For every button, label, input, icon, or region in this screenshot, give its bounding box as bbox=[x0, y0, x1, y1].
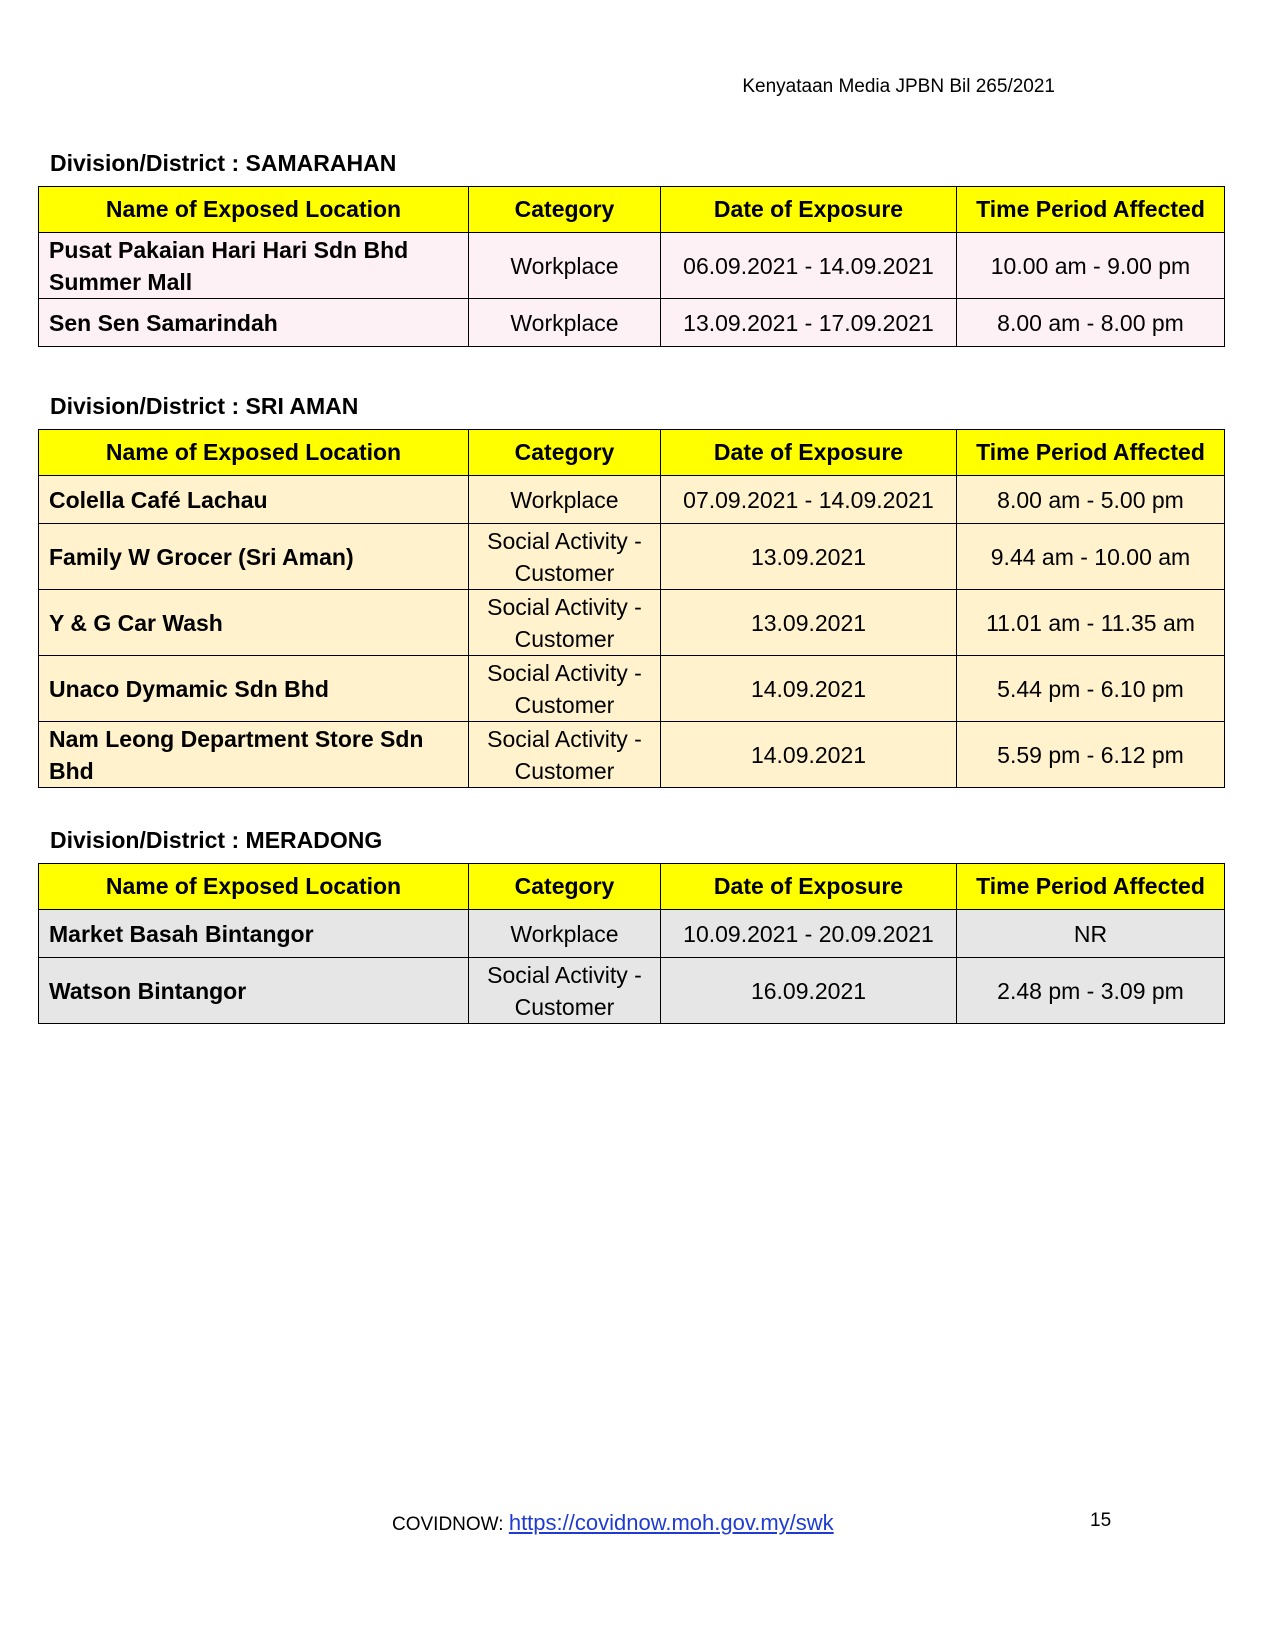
footer-label: COVIDNOW: bbox=[392, 1514, 509, 1535]
section-samarahan bbox=[38, 150, 1224, 347]
cell-location: Colella Café Lachau bbox=[39, 476, 469, 524]
column-header-time: Time Period Affected bbox=[957, 430, 1225, 476]
cell-time: 11.01 am - 11.35 am bbox=[957, 590, 1225, 656]
cell-time: 2.48 pm - 3.09 pm bbox=[957, 958, 1225, 1024]
cell-date: 13.09.2021 - 17.09.2021 bbox=[661, 299, 957, 347]
cell-location: Market Basah Bintangor bbox=[39, 910, 469, 958]
cell-location: Nam Leong Department Store Sdn Bhd bbox=[39, 722, 469, 788]
table-header-row bbox=[39, 187, 1225, 233]
column-header-location: Name of Exposed Location bbox=[39, 430, 469, 476]
cell-category: Social Activity - Customer bbox=[469, 722, 661, 788]
cell-location: Unaco Dymamic Sdn Bhd bbox=[39, 656, 469, 722]
column-header-category: Category bbox=[469, 864, 661, 910]
document-reference: Kenyataan Media JPBN Bil 265/2021 bbox=[742, 76, 1055, 97]
exposure-table bbox=[38, 429, 1225, 788]
table-row bbox=[39, 233, 1225, 299]
column-header-date: Date of Exposure bbox=[661, 430, 957, 476]
column-header-location: Name of Exposed Location bbox=[39, 864, 469, 910]
cell-date: 13.09.2021 bbox=[661, 590, 957, 656]
table-header-row bbox=[39, 864, 1225, 910]
column-header-date: Date of Exposure bbox=[661, 187, 957, 233]
cell-category: Workplace bbox=[469, 299, 661, 347]
cell-date: 06.09.2021 - 14.09.2021 bbox=[661, 233, 957, 299]
cell-category: Social Activity - Customer bbox=[469, 656, 661, 722]
table-row bbox=[39, 476, 1225, 524]
cell-time: 8.00 am - 8.00 pm bbox=[957, 299, 1225, 347]
column-header-category: Category bbox=[469, 187, 661, 233]
section-title: Division/District : MERADONG bbox=[50, 827, 383, 853]
section-title: Division/District : SAMARAHAN bbox=[50, 150, 397, 176]
cell-location: Y & G Car Wash bbox=[39, 590, 469, 656]
cell-time: 5.44 pm - 6.10 pm bbox=[957, 656, 1225, 722]
cell-category: Social Activity - Customer bbox=[469, 958, 661, 1024]
cell-date: 16.09.2021 bbox=[661, 958, 957, 1024]
table-row bbox=[39, 656, 1225, 722]
cell-category: Workplace bbox=[469, 476, 661, 524]
column-header-time: Time Period Affected bbox=[957, 187, 1225, 233]
covidnow-link[interactable]: https://covidnow.moh.gov.my/swk bbox=[508, 1510, 834, 1535]
cell-category: Social Activity - Customer bbox=[469, 524, 661, 590]
column-header-category: Category bbox=[469, 430, 661, 476]
cell-location: Family W Grocer (Sri Aman) bbox=[39, 524, 469, 590]
cell-time: NR bbox=[957, 910, 1225, 958]
cell-time: 5.59 pm - 6.12 pm bbox=[957, 722, 1225, 788]
cell-date: 14.09.2021 bbox=[661, 656, 957, 722]
exposure-table bbox=[38, 186, 1225, 347]
table-header-row bbox=[39, 430, 1225, 476]
cell-category: Social Activity - Customer bbox=[469, 590, 661, 656]
column-header-date: Date of Exposure bbox=[661, 864, 957, 910]
cell-location: Watson Bintangor bbox=[39, 958, 469, 1024]
cell-date: 07.09.2021 - 14.09.2021 bbox=[661, 476, 957, 524]
table-row bbox=[39, 910, 1225, 958]
table-row bbox=[39, 590, 1225, 656]
cell-time: 8.00 am - 5.00 pm bbox=[957, 476, 1225, 524]
footer-label-group bbox=[392, 1510, 834, 1536]
column-header-location: Name of Exposed Location bbox=[39, 187, 469, 233]
table-row bbox=[39, 722, 1225, 788]
cell-date: 14.09.2021 bbox=[661, 722, 957, 788]
table-row bbox=[39, 524, 1225, 590]
exposure-table bbox=[38, 863, 1225, 1024]
page-number: 15 bbox=[1090, 1510, 1112, 1531]
cell-time: 10.00 am - 9.00 pm bbox=[957, 233, 1225, 299]
table-row bbox=[39, 958, 1225, 1024]
table-row bbox=[39, 299, 1225, 347]
cell-location: Pusat Pakaian Hari Hari Sdn Bhd Summer Mall bbox=[39, 233, 469, 299]
cell-category: Workplace bbox=[469, 233, 661, 299]
section-sri-aman bbox=[38, 393, 1224, 788]
cell-time: 9.44 am - 10.00 am bbox=[957, 524, 1225, 590]
cell-date: 13.09.2021 bbox=[661, 524, 957, 590]
section-meradong bbox=[38, 827, 1224, 1024]
column-header-time: Time Period Affected bbox=[957, 864, 1225, 910]
section-title: Division/District : SRI AMAN bbox=[50, 393, 359, 419]
cell-date: 10.09.2021 - 20.09.2021 bbox=[661, 910, 957, 958]
cell-location: Sen Sen Samarindah bbox=[39, 299, 469, 347]
cell-category: Workplace bbox=[469, 910, 661, 958]
